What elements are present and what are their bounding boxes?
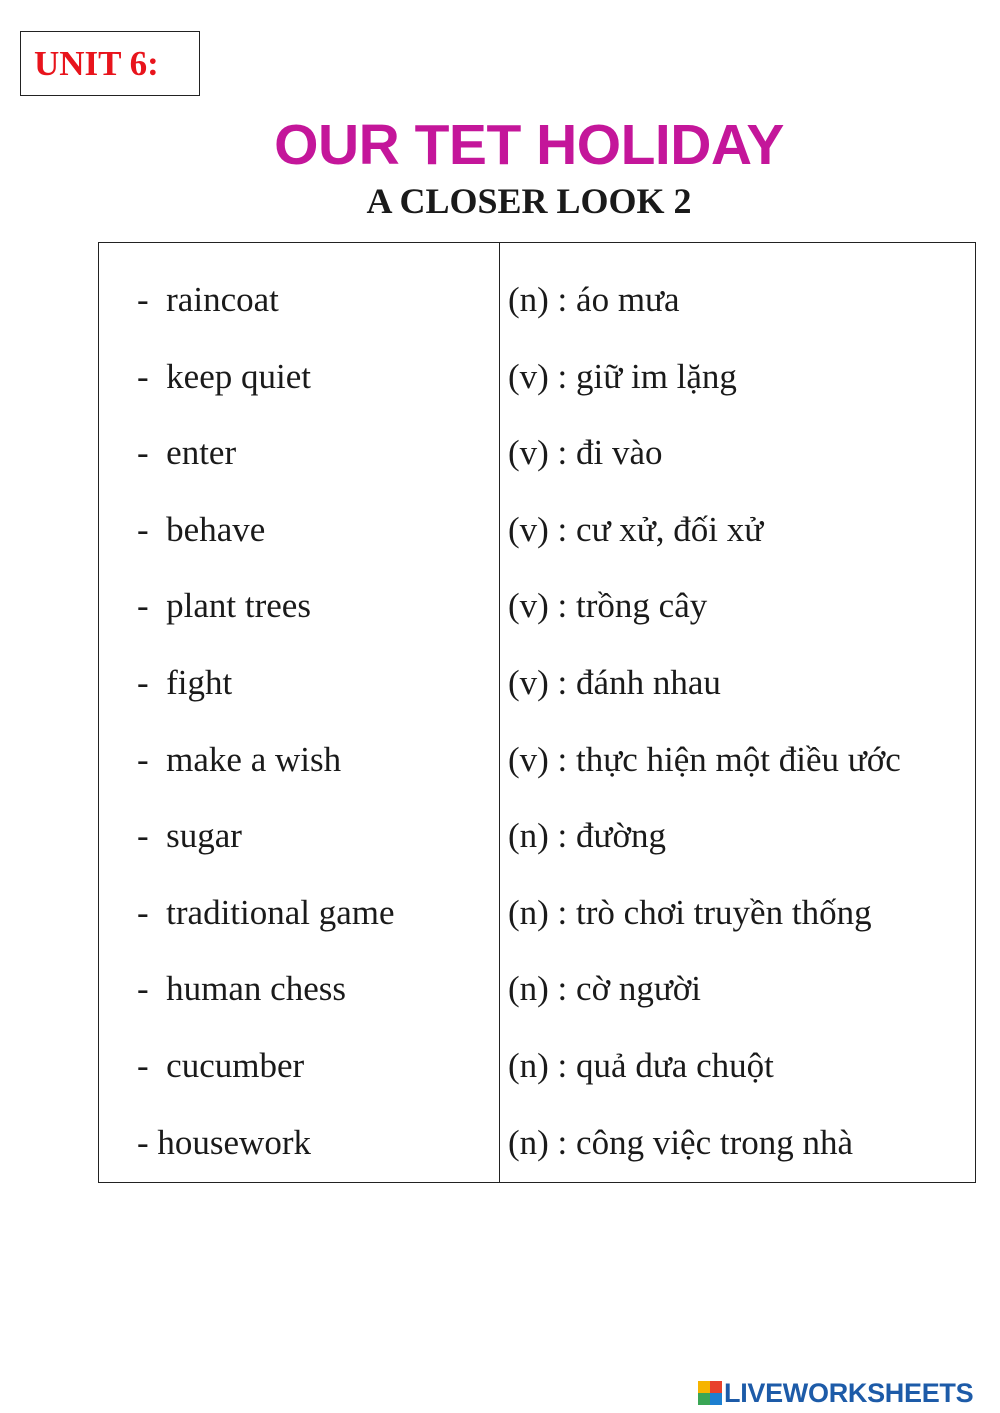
vocab-term: - fight bbox=[137, 663, 233, 702]
vocab-term: - enter bbox=[137, 433, 237, 473]
vocab-meaning: (n) : cờ người bbox=[508, 969, 702, 1009]
vocab-meaning: (v) : thực hiện một điều ước bbox=[508, 739, 901, 779]
vocab-term: - keep quiet bbox=[137, 356, 311, 396]
vocab-meaning: (n) : công việc trong nhà bbox=[508, 1122, 854, 1162]
vocab-term: - sugar bbox=[137, 816, 242, 856]
vocab-meaning: (v) : trồng cây bbox=[508, 586, 708, 626]
vocab-meaning: (v) : cư xử, đối xử bbox=[508, 509, 764, 549]
vocab-term: - cucumber bbox=[137, 1046, 305, 1085]
vocab-row bbox=[99, 653, 975, 713]
vocab-meaning: (v) : đánh nhau bbox=[508, 663, 721, 702]
vocab-meaning: (v) : đi vào bbox=[508, 433, 663, 473]
brand-footer[interactable] bbox=[698, 1376, 973, 1410]
vocab-row bbox=[99, 423, 975, 483]
vocab-term: - behave bbox=[137, 509, 266, 549]
vocab-meaning: (n) : áo mưa bbox=[508, 280, 680, 319]
vocab-row bbox=[99, 347, 975, 407]
vocab-row bbox=[99, 270, 975, 330]
vocab-row bbox=[99, 576, 975, 636]
vocab-row bbox=[99, 500, 975, 560]
vocab-term: - raincoat bbox=[137, 280, 279, 319]
brand-name: LIVEWORKSHEETS bbox=[724, 1377, 974, 1408]
vocab-row bbox=[99, 959, 975, 1019]
vocab-row bbox=[99, 730, 975, 790]
vocabulary-table bbox=[98, 242, 976, 1183]
vocab-term: - traditional game bbox=[137, 892, 395, 932]
vocab-term: - make a wish bbox=[137, 739, 342, 779]
vocab-row bbox=[99, 1113, 975, 1173]
page-title: OUR TET HOLIDAY bbox=[274, 113, 784, 177]
vocab-meaning: (n) : trò chơi truyền thống bbox=[508, 892, 872, 932]
vocab-term: - human chess bbox=[137, 969, 346, 1009]
page-subtitle: A CLOSER LOOK 2 bbox=[366, 181, 692, 221]
vocab-meaning: (v) : giữ im lặng bbox=[508, 356, 737, 396]
vocab-row bbox=[99, 1036, 975, 1096]
vocab-row bbox=[99, 883, 975, 943]
vocab-term: - housework bbox=[137, 1122, 311, 1162]
unit-label: UNIT 6: bbox=[34, 43, 159, 83]
vocab-meaning: (n) : đường bbox=[508, 816, 667, 856]
vocab-meaning: (n) : quả dưa chuột bbox=[508, 1046, 774, 1085]
unit-label-box bbox=[20, 31, 200, 96]
liveworksheets-logo-icon bbox=[698, 1381, 722, 1405]
vocab-term: - plant trees bbox=[137, 586, 311, 626]
vocab-row bbox=[99, 806, 975, 866]
